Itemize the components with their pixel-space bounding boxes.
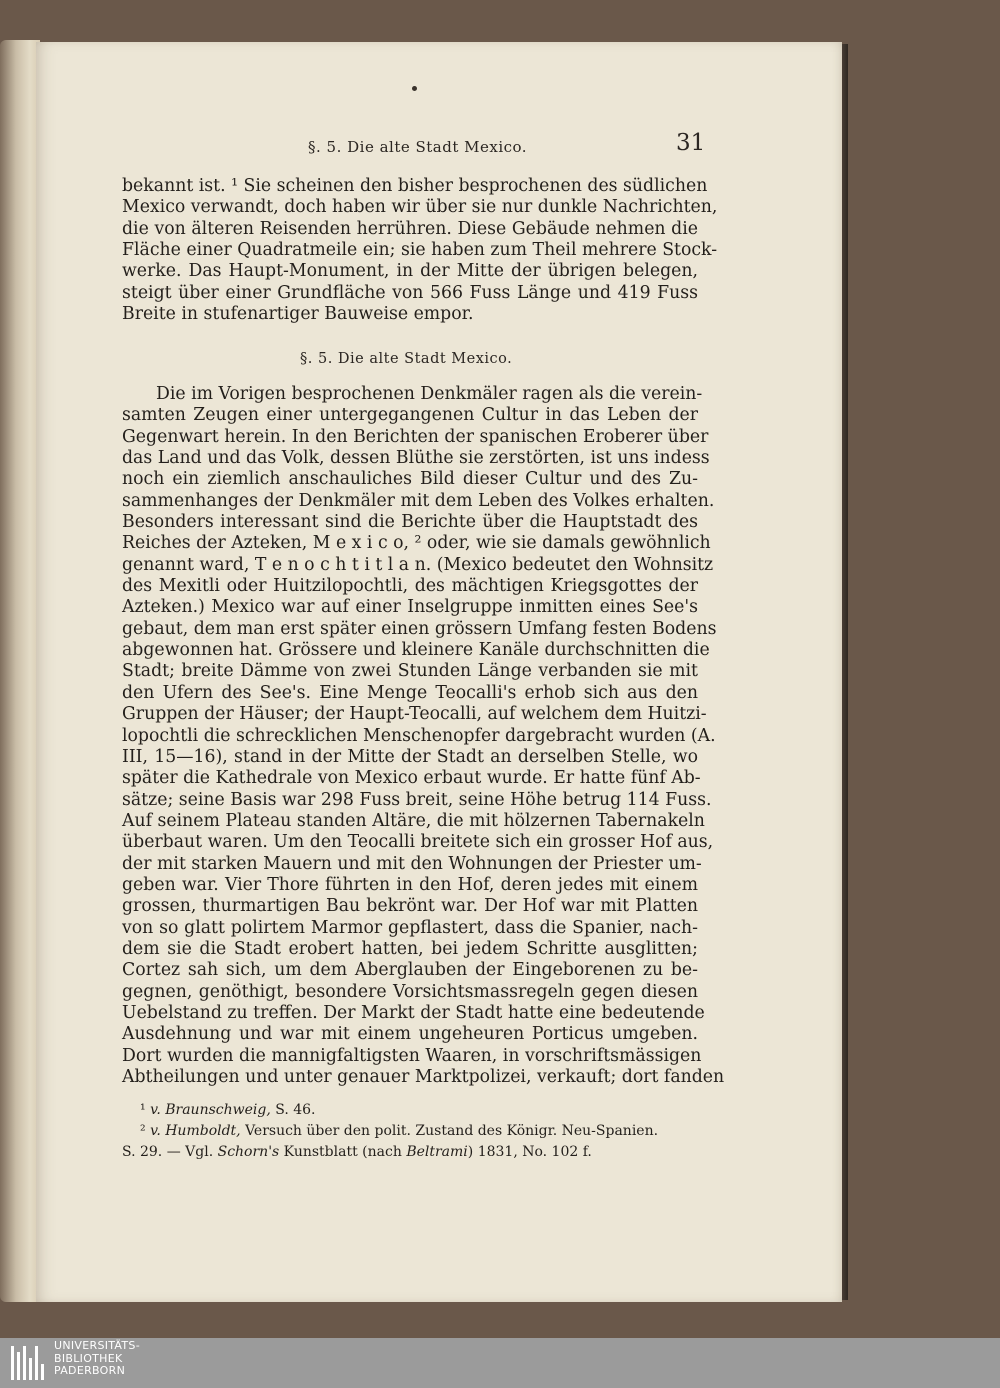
text-line: überbaut waren. Um den Teocalli breitete sich ein grosser Hof aus,: [122, 832, 714, 853]
text-line: bekannt ist. ¹ Sie scheinen den bisher besprochenen des südlichen: [122, 176, 708, 196]
text-line: Azteken.) Mexico war auf einer Inselgruppe inmitten eines See's: [122, 597, 698, 618]
footnote-text: S. 29. — Vgl.: [122, 1144, 218, 1160]
text-line: den Ufern des See's. Eine Menge Teocalli's erhob sich aus den: [122, 682, 698, 703]
text-line: das Land und das Volk, dessen Blüthe sie zerstörten, ist uns indess: [122, 448, 710, 469]
book-page: [36, 42, 842, 1302]
text-line: sätze; seine Basis war 298 Fuss breit, seine Höhe betrug 114 Fuss.: [122, 789, 712, 810]
footnotes: [122, 1100, 698, 1163]
text-line: noch ein ziemlich anschauliches Bild dieser Cultur und des Zu-: [122, 469, 698, 490]
text-line: die von älteren Reisenden herrühren. Diese Gebäude nehmen die: [122, 218, 698, 239]
text-line: III, 15—16), stand in der Mitte der Stadt an derselben Stelle, wo: [122, 746, 698, 767]
text-line: später die Kathedrale von Mexico erbaut wurde. Er hatte fünf Ab-: [122, 768, 701, 789]
footnote-author: v. Humboldt,: [150, 1123, 241, 1139]
page-number: 31: [676, 130, 706, 156]
text-line: Auf seinem Plateau standen Altäre, die mit hölzernen Tabernakeln: [122, 810, 705, 831]
text-line: Gruppen der Häuser; der Haupt-Teocalli, auf welchem dem Huitzi-: [122, 704, 707, 725]
text-line: steigt über einer Grundfläche von 566 Fuss Länge und 419 Fuss: [122, 282, 698, 303]
text-line: der mit starken Mauern und mit den Wohnungen der Priester um-: [122, 853, 702, 874]
footnote-2-continued: [122, 1142, 698, 1163]
left-page-edge: [0, 40, 40, 1302]
text-line: Fläche einer Quadratmeile ein; sie haben zum Theil mehrere Stock-: [122, 240, 718, 261]
section-title: §. 5. Die alte Stadt Mexico.: [300, 351, 513, 367]
footnote-text: ) 1831, No. 102 f.: [467, 1144, 592, 1160]
text-line: Die im Vorigen besprochenen Denkmäler ragen als die verein-: [156, 384, 703, 404]
footnote-text: S. 46.: [270, 1102, 316, 1118]
footnote-author: Beltrami: [406, 1144, 468, 1160]
text-line: Besonders interessant sind die Berichte über die Hauptstadt des: [122, 512, 698, 533]
text-line: geben war. Vier Thore führten in den Hof, deren jedes mit einem: [122, 874, 698, 895]
text-line: Stadt; breite Dämme von zwei Stunden Länge verbanden sie mit: [122, 661, 698, 682]
text-line: Abtheilungen und unter genauer Marktpolizei, verkauft; dort fanden: [122, 1067, 725, 1087]
text-line: Ausdehnung und war mit einem ungeheuren Porticus umgeben.: [122, 1024, 698, 1045]
text-line: Gegenwart herein. In den Berichten der spanischen Eroberer über: [122, 426, 709, 447]
footnote-1: [122, 1100, 698, 1121]
library-logo-icon: [10, 1344, 48, 1382]
text-line: Dort wurden die mannigfaltigsten Waaren, in vorschriftsmässigen: [122, 1045, 702, 1066]
text-line: Uebelstand zu treffen. Der Markt der Stadt hatte eine bedeutende: [122, 1002, 705, 1023]
text-line: gebaut, dem man erst später einen grössern Umfang festen Bodens: [122, 618, 717, 639]
logo-line: BIBLIOTHEK: [54, 1351, 123, 1365]
text-line: dem sie die Stadt erobert hatten, bei jedem Schritte ausglitten;: [122, 938, 698, 959]
footnote-mark: ²: [140, 1123, 146, 1139]
text-line: genannt ward, T e n o c h t i t l a n. (Mexico bedeutet den Wohnsitz: [122, 554, 714, 575]
text-line: werke. Das Haupt-Monument, in der Mitte der übrigen belegen,: [122, 261, 698, 282]
text-line: Mexico verwandt, doch haben wir über sie nur dunkle Nachrichten,: [122, 197, 718, 218]
text-line: lopochtli die schrecklichen Menschenopfer dargebracht wurden (A.: [122, 725, 716, 746]
text-line: abgewonnen hat. Grössere und kleinere Kanäle durchschnitten die: [122, 640, 710, 661]
footnote-text: Kunstblatt (nach: [279, 1144, 407, 1160]
text-line: von so glatt polirtem Marmor gepflastert, dass die Spanier, nach-: [122, 917, 698, 938]
page-dot: [412, 86, 417, 91]
text-line: samten Zeugen einer untergegangenen Cultur in das Leben der: [122, 405, 698, 426]
text-line: gegnen, genöthigt, besondere Vorsichtsmassregeln gegen diesen: [122, 981, 698, 1002]
footnote-2: [122, 1121, 698, 1142]
logo-line: UNIVERSITÄTS-: [54, 1339, 140, 1352]
footnote-text: Versuch über den polit. Zustand des Königr. Neu-Spanien.: [240, 1123, 659, 1139]
running-head: §. 5. Die alte Stadt Mexico.: [308, 138, 528, 156]
intro-paragraph: [122, 176, 718, 325]
library-logo-text: [54, 1340, 140, 1378]
library-footer: [0, 1338, 1000, 1388]
text-line: Cortez sah sich, um dem Aberglauben der Eingeborenen zu be-: [122, 960, 698, 981]
logo-line: PADERBORN: [54, 1364, 126, 1377]
footnote-author: v. Braunschweig,: [150, 1102, 271, 1118]
text-line: sammenhanges der Denkmäler mit dem Leben des Volkes erhalten.: [122, 490, 715, 511]
footnote-author: Schorn's: [217, 1144, 280, 1160]
text-line: des Mexitli oder Huitzilopochtli, des mächtigen Kriegsgottes der: [122, 576, 698, 597]
text-line: grossen, thurmartigen Bau bekrönt war. Der Hof war mit Platten: [122, 896, 698, 917]
footnote-mark: ¹: [140, 1102, 146, 1118]
body-paragraph: [122, 384, 725, 1088]
text-line: Reiches der Azteken, M e x i c o, ² oder, wie sie damals gewöhnlich: [122, 533, 711, 554]
text-line: Breite in stufenartiger Bauweise empor.: [122, 304, 474, 325]
